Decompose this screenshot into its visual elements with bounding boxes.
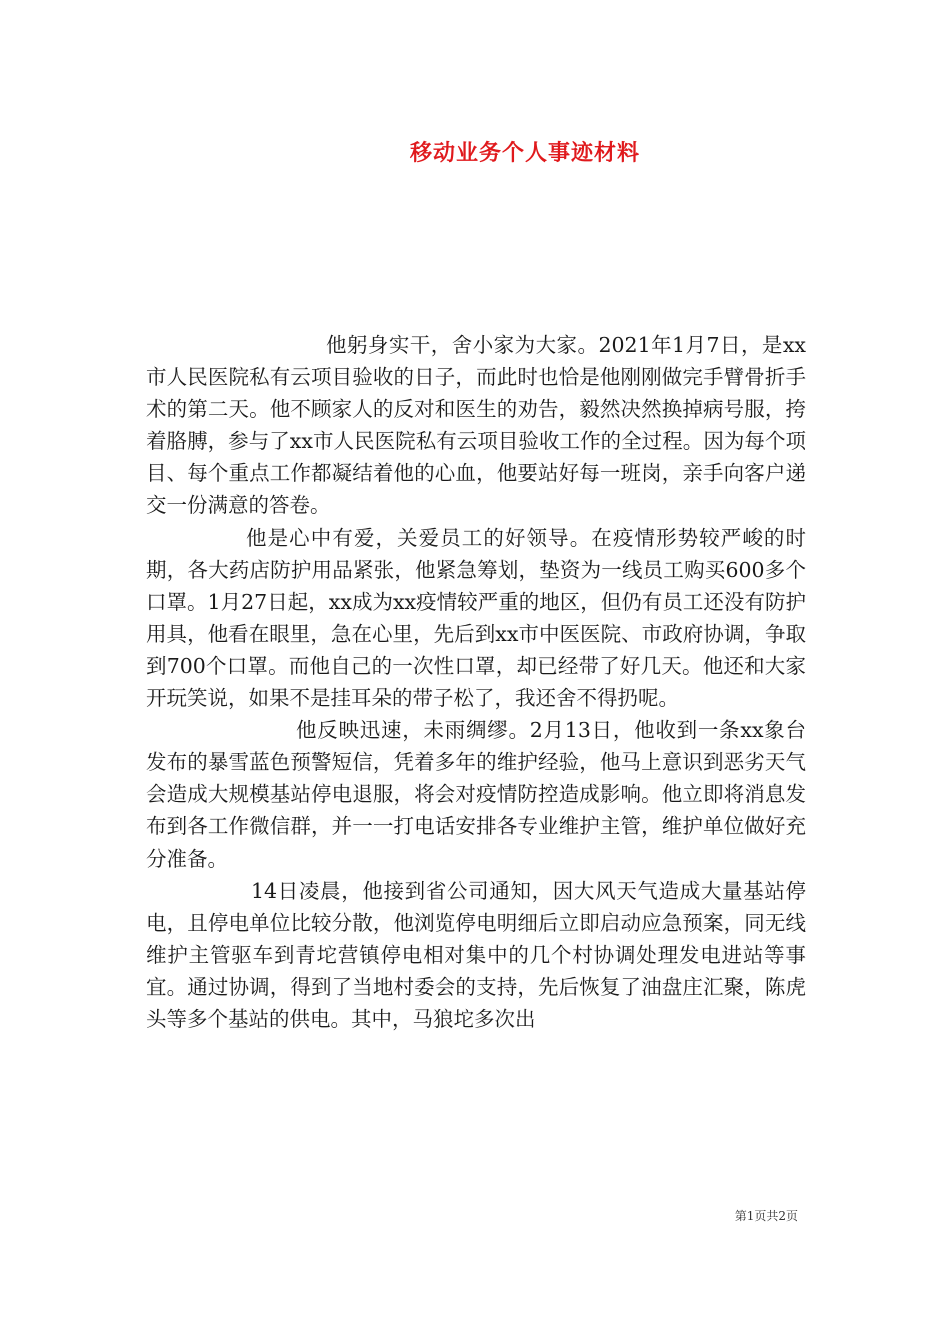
paragraph-4: 14日凌晨，他接到省公司通知，因大风天气造成大量基站停电，且停电单位比较分散，他浏览停电明细后立即启动应急预案，同无线维护主管驱车到青坨营镇停电相对集中的几个村协调处理发电进站等事宜。通过协调，得到了当地村委会的支持，先后恢复了油盘庄汇聚，陈虎头等多个基站的供电。其中，马狼坨多次出 [146, 878, 806, 1031]
paragraph-1: 他躬身实干，舍小家为大家。2021年1月7日，是xx市人民医院私有云项目验收的日子，而此时也恰是他刚刚做完手臂骨折手术的第二天。他不顾家人的反对和医生的劝告，毅然决然换掉病号服，挎着胳膊，参与了xx市人民医院私有云项目验收工作的全过程。因为每个项目、每个重点工作都凝结着他的心血，他要站好每一班岗，亲手向客户递交一份满意的答卷。 [146, 333, 806, 518]
paragraph-3: 他反映迅速，未雨绸缪。2月13日，他收到一条xx象台发布的暴雪蓝色预警短信，凭着多年的维护经验，他马上意识到恶劣天气会造成大规模基站停电退服，将会对疫情防控造成影响。他立即将消息发布到各工作微信群，并一一打电话安排各专业维护主管，维护单位做好充分准备。 [146, 718, 806, 871]
document-title: 移动业务个人事迹材料 [409, 141, 640, 166]
page-number-footer: 第1页共2页 [734, 1209, 798, 1223]
document-body [146, 329, 806, 1035]
paragraph-2: 他是心中有爱，关爱员工的好领导。在疫情形势较严峻的时期，各大药店防护用品紧张，他紧急筹划，垫资为一线员工购买600多个口罩。1月27日起，xx成为xx疫情较严重的地区，但仍有员工还没有防护用具，他看在眼里，急在心里，先后到xx市中医医院、市政府协调，争取到700个口罩。而他自己的一次性口罩，却已经带了好几天。他还和大家开玩笑说，如果不是挂耳朵的带子松了，我还舍不得扔呢。 [146, 525, 806, 711]
